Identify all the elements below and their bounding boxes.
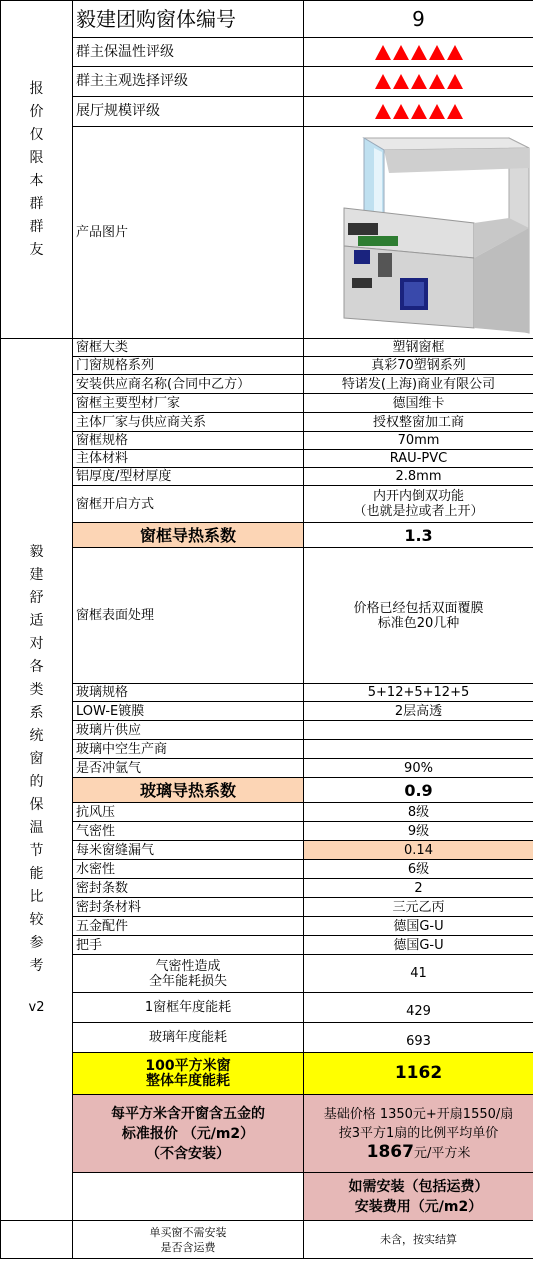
frame-energy-label: 1窗框年度能耗 — [73, 993, 304, 1023]
surface-line2: 标准色20几种 — [377, 615, 460, 631]
air-loss-line2: 全年能耗损失 — [148, 973, 227, 989]
total-energy-line1: 100平方米窗 — [145, 1057, 231, 1074]
air-loss-line1: 气密性造成 — [155, 958, 221, 974]
price-text1: 基础价格 1350元+开扇1550/扇 — [323, 1106, 514, 1122]
spec-label: 安装供应商名称(合同中乙方） — [73, 375, 304, 394]
product-photo — [304, 127, 533, 339]
glass-value: 2层高透 — [304, 702, 533, 721]
glass-coef-value: 0.9 — [304, 778, 533, 803]
glass-label: LOW-E镀膜 — [73, 702, 304, 721]
glass-label: 玻璃中空生产商 — [73, 740, 304, 759]
red-triangle-icon — [429, 45, 445, 60]
install-side — [73, 1173, 304, 1221]
price-line1: 每平方米含开窗含五金的 — [111, 1105, 265, 1122]
product-photo-label: 产品图片 — [73, 127, 304, 339]
spec-label: 窗框规格 — [73, 432, 304, 450]
install-line1: 如需安装（包括运费） — [348, 1178, 489, 1195]
single-value: 未含，按实结算 — [304, 1221, 533, 1259]
side-note-top — [1, 1, 73, 339]
window-profile-image — [304, 128, 533, 338]
side-note-bottom — [1, 339, 73, 1221]
glass-energy-value: 693 — [304, 1023, 533, 1053]
opening-line1: 内开内倒双功能 — [372, 489, 464, 504]
header-title: 毅建团购窗体编号 — [73, 1, 304, 38]
total-energy-label — [73, 1053, 304, 1095]
spec-label: 铝厚度/型材厚度 — [73, 468, 304, 486]
rating-stars — [304, 38, 533, 67]
price-line2: 标准报价 （元/m2） — [121, 1125, 255, 1142]
red-triangle-icon — [411, 74, 427, 89]
total-energy-line2: 整体年度能耗 — [146, 1072, 230, 1089]
red-triangle-icon — [393, 45, 409, 60]
perf-label: 抗风压 — [73, 803, 304, 822]
red-triangle-icon — [429, 74, 445, 89]
perf-label: 水密性 — [73, 860, 304, 879]
red-triangle-icon — [375, 74, 391, 89]
glass-label: 玻璃规格 — [73, 684, 304, 702]
spec-value: 2.8mm — [304, 468, 533, 486]
spec-value: RAU-PVC — [304, 450, 533, 468]
spec-value: 70mm — [304, 432, 533, 450]
perf-value: 2 — [304, 879, 533, 898]
perf-value: 三元乙丙 — [304, 898, 533, 917]
single-side — [1, 1221, 73, 1259]
rating-stars — [304, 97, 533, 127]
perf-value: 0.14 — [304, 841, 533, 860]
single-label — [73, 1221, 304, 1259]
red-triangle-icon — [411, 45, 427, 60]
spec-label: 窗框大类 — [73, 339, 304, 357]
air-loss-value: 41 — [304, 955, 533, 993]
red-triangle-icon — [447, 45, 463, 60]
glass-label: 是否冲氩气 — [73, 759, 304, 778]
opening-line2: （也就是拉或者上开） — [353, 504, 484, 519]
spec-label: 主体材料 — [73, 450, 304, 468]
perf-label: 把手 — [73, 936, 304, 955]
rating-label: 群主主观选择评级 — [73, 67, 304, 97]
opening-value — [304, 486, 533, 523]
price-text2: 按3平方1扇的比例平均单价 — [338, 1125, 499, 1141]
glass-coef-label: 玻璃导热系数 — [73, 778, 304, 803]
perf-value: 6级 — [304, 860, 533, 879]
perf-value: 德国G-U — [304, 917, 533, 936]
glass-value: 5+12+5+12+5 — [304, 684, 533, 702]
install-line2: 安装费用（元/m2） — [354, 1198, 483, 1215]
surface-value — [304, 548, 533, 684]
spec-value: 塑钢窗框 — [304, 339, 533, 357]
frame-energy-value: 429 — [304, 993, 533, 1023]
perf-value: 9级 — [304, 822, 533, 841]
red-triangle-icon — [393, 74, 409, 89]
spec-value: 特诺发(上海)商业有限公司 — [304, 375, 533, 394]
spec-label: 窗框主要型材厂家 — [73, 394, 304, 413]
rating-label: 展厅规模评级 — [73, 97, 304, 127]
price-unit: 元/平方米 — [413, 1145, 471, 1161]
version-label: v2 — [28, 1000, 45, 1015]
glass-value — [304, 721, 533, 740]
spec-label: 主体厂家与供应商关系 — [73, 413, 304, 432]
perf-label: 密封条数 — [73, 879, 304, 898]
price-value — [304, 1095, 533, 1173]
glass-label: 玻璃片供应 — [73, 721, 304, 740]
perf-value: 德国G-U — [304, 936, 533, 955]
window-number: 9 — [304, 1, 533, 38]
side-note-bottom-text: 毅建舒适对各类系统窗的保温节能比较参考 — [29, 544, 44, 974]
price-line3: （不含安装） — [146, 1145, 230, 1162]
red-triangle-icon — [429, 104, 445, 119]
price-label — [73, 1095, 304, 1173]
air-loss-label — [73, 955, 304, 993]
total-energy-value: 1162 — [304, 1053, 533, 1095]
red-triangle-icon — [411, 104, 427, 119]
perf-label: 五金配件 — [73, 917, 304, 936]
red-triangle-icon — [375, 45, 391, 60]
glass-value — [304, 740, 533, 759]
red-triangle-icon — [447, 74, 463, 89]
spec-value: 授权整窗加工商 — [304, 413, 533, 432]
perf-label: 气密性 — [73, 822, 304, 841]
perf-label: 每米窗缝漏气 — [73, 841, 304, 860]
red-triangle-icon — [393, 104, 409, 119]
rating-stars — [304, 67, 533, 97]
frame-coef-label: 窗框导热系数 — [73, 523, 304, 548]
perf-label: 密封条材料 — [73, 898, 304, 917]
glass-value: 90% — [304, 759, 533, 778]
surface-line1: 价格已经包括双面覆膜 — [353, 600, 484, 616]
single-line1: 单买窗不需安装 — [149, 1225, 227, 1239]
surface-label: 窗框表面处理 — [73, 548, 304, 684]
install-label — [304, 1173, 533, 1221]
red-triangle-icon — [447, 104, 463, 119]
frame-coef-value: 1.3 — [304, 523, 533, 548]
perf-value: 8级 — [304, 803, 533, 822]
red-triangle-icon — [375, 104, 391, 119]
side-note-top-text: 报价仅限本群群友 — [29, 80, 44, 258]
price-amount: 1867 — [366, 1141, 414, 1162]
spec-value: 真彩70塑钢系列 — [304, 357, 533, 375]
opening-label: 窗框开启方式 — [73, 486, 304, 523]
glass-energy-label: 玻璃年度能耗 — [73, 1023, 304, 1053]
spec-label: 门窗规格系列 — [73, 357, 304, 375]
rating-label: 群主保温性评级 — [73, 38, 304, 67]
single-line2: 是否含运费 — [160, 1240, 216, 1254]
spec-value: 德国维卡 — [304, 394, 533, 413]
